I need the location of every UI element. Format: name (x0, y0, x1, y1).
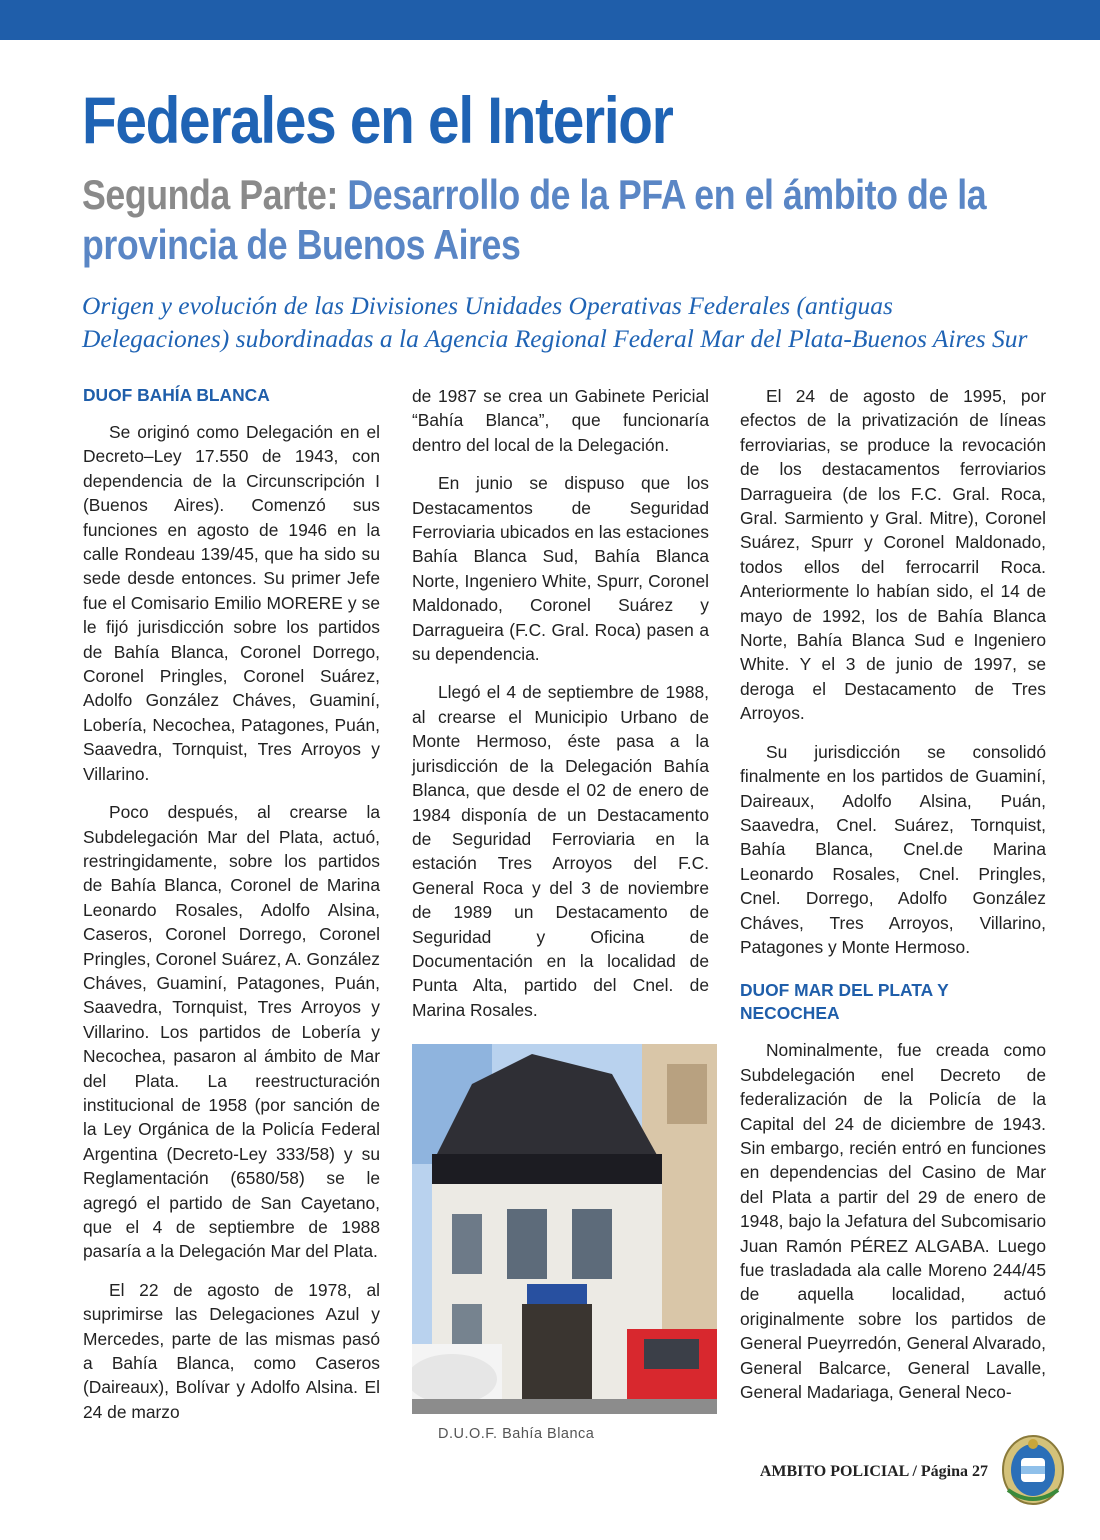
page-title: Federales en el Interior (82, 83, 673, 157)
police-emblem-icon (1000, 1432, 1066, 1506)
column-2 (412, 384, 709, 1461)
paragraph: El 24 de agosto de 1995, por efectos de la privatización de líneas ferroviarias, se produce la revocación de los destacamentos ferroviarios Darragueira (de los F.C. Gral. Roca, Gral. Sarmiento y Gral. Mitre), Coronel Suárez, Spurr y Coronel Maldonado, todos ellos del ferrocarril Roca. Anteriormente lo habían sido, el 14 de mayo de 1992, los de Bahía Blanca Norte, Bahía Blanca Sud e Ingeniero White. Y el 3 de junio de 1997, se deroga el Destacamento de Tres Arroyos. (740, 386, 1046, 724)
paragraph: Nominalmente, fue creada como Subdelegación enel Decreto de federalización de la Policía de la Capital del 24 de diciembre de 1943. Sin embargo, recién entró en funciones en dependencias del Casino de Mar del Plata a partir del 29 de enero de 1948, bajo la Jefatura del Subcomisario Juan Ramón PÉREZ ALGABA. Luego fue trasladada ala calle Moreno 244/45 de aquella localidad, actuó originalmente sobre los partidos de General Pueyrredón, General Alvarado, General Balcarce, General Lavalle, General Madariaga, General Neco- (740, 1040, 1046, 1403)
section-heading-mar-del-plata: DUOF MAR DEL PLATA Y NECOCHEA (740, 980, 949, 1024)
paragraph: El 22 de agosto de 1978, al suprimirse las Delegaciones Azul y Mercedes, parte de las mismas pasó a Bahía Blanca, como Caseros (Daireaux), Bolívar y Adolfo Alsina. El 24 de marzo (83, 1279, 380, 1422)
building-photo (412, 1044, 717, 1414)
section-heading-bahia-blanca: DUOF BAHÍA BLANCA (83, 385, 270, 405)
paragraph: Su jurisdicción se consolidó finalmente en los partidos de Guaminí, Daireaux, Adolfo Alsina, Puán, Saavedra, Cnel. Suárez, Tornquist, Bahía Blanca, Cnel.de Marina Leonardo Rosales, Cnel. Pringles, Cnel. Dorrego, Adolfo González Cháves, Tres Arroyos, Villarino, Patagones y Monte Hermoso. (740, 741, 1046, 957)
subtitle (82, 170, 1034, 270)
subtitle-text: Desarrollo de la PFA en el ámbito de la provincia de Buenos Aires (82, 171, 987, 268)
paragraph: de 1987 se crea un Gabinete Pericial “Bahía Blanca”, que funcionaría dentro del local de la Delegación. (412, 386, 709, 455)
subtitle-part-label: Segunda Parte: (82, 171, 338, 218)
page-footer: AMBITO POLICIAL / Página 27 (759, 1463, 988, 1480)
building-illustration (412, 1044, 717, 1414)
paragraph: Poco después, al crearse la Subdelegación Mar del Plata, actuó, restringidamente, sobre los partidos de Bahía Blanca, Coronel de Marina Leonardo Rosales, Adolfo Alsina, Caseros, Coronel Dorrego, Coronel Pringles, Coronel Suárez, A. González Cháves, Guaminí, Patagones, Puán, Saavedra, Tornquist, Tres Arroyos y Villarino. Los partidos de Lobería y Necochea, pasaron al ámbito de Mar del Plata. La reestructuración institucional de 1958 (por sanción de la Ley Orgánica de la Policía Federal Argentina (Decreto-Ley 333/58) y su Reglamentación (6580/58) se le agregó el partido de San Cayetano, que el 4 de septiembre de 1988 pasaría a la Delegación Mar del Plata. (83, 802, 380, 1262)
paragraph: En junio se dispuso que los Destacamentos de Seguridad Ferroviaria ubicados en las estaciones Bahía Blanca Sud, Bahía Blanca Norte, Ingeniero White, Spurr, Coronel Maldonado, Coronel Suárez y Darragueira (F.C. Gral. Roca) pasen a su dependencia. (412, 473, 709, 665)
paragraph: Llegó el 4 de septiembre de 1988, al crearse el Municipio Urbano de Monte Hermoso, éste pasa a la jurisdicción de la Delegación Bahía Blanca, que desde el 02 de enero de 1984 disponía de un Destacamento de Seguridad Ferroviaria en la estación Tres Arroyos del F.C. General Roca y del 3 de noviembre de 1989 un Destacamento de Seguridad y Oficina de Documentación en la localidad de Punta Alta, partido del Cnel. de Marina Rosales. (412, 682, 709, 1020)
paragraph: Se originó como Delegación en el Decreto–Ley 17.550 de 1943, con dependencia de la Circunscripción I (Buenos Aires). Comenzó sus funciones en agosto de 1946 en la calle Rondeau 139/45, que ha sido su sede desde entonces. Su primer Jefe fue el Comisario Emilio MORERE y se le fijó jurisdicción sobre los partidos de Bahía Blanca, Coronel Dorrego, Coronel Pringles, Coronel Suárez, Adolfo González Cháves, Guaminí, Lobería, Necochea, Patagones, Puán, Saavedra, Tornquist, Tres Arroyos y Villarino. (83, 422, 380, 784)
photo-caption: D.U.O.F. Bahía Blanca (438, 1426, 595, 1443)
top-color-bar (0, 0, 1100, 40)
column-1 (83, 384, 380, 1438)
column-3 (740, 384, 1046, 1418)
article-lede: Origen y evolución de las Divisiones Unidades Operativas Federales (antiguas Delegaciones) subordinadas a la Agencia Regional Federal Mar del Plata-Buenos Aires Sur (82, 291, 1028, 353)
